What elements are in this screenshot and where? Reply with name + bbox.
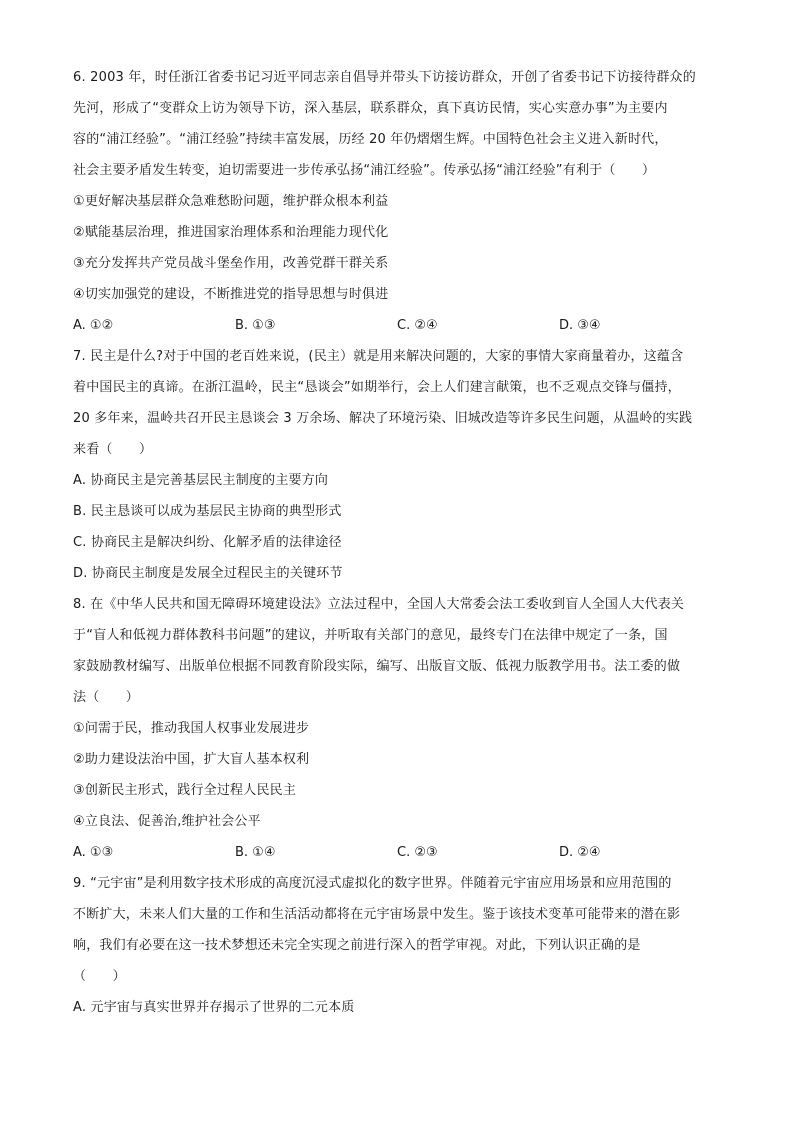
choice-a[interactable]: A. ①③ bbox=[73, 845, 114, 860]
choice-c[interactable]: C. ②④ bbox=[397, 318, 438, 333]
question-8-stem-line: 于“盲人和低视力群体教科书问题”的建议，并听取有关部门的意见，最终专门在法律中规定了一条，国 bbox=[73, 628, 668, 643]
question-8 bbox=[73, 589, 723, 868]
question-6-item: ③充分发挥共产党员战斗堡垒作用，改善党群干群关系 bbox=[73, 256, 389, 271]
question-8-item: ②助力建设法治中国，扩大盲人基本权利 bbox=[73, 752, 310, 767]
question-9-stem-line: （ ） bbox=[73, 969, 126, 984]
question-9 bbox=[73, 868, 723, 1023]
question-6-stem-line: 先河，形成了“变群众上访为领导下访，深入基层，联系群众，真下真访民情，实心实意办事”为主要内 bbox=[73, 101, 668, 116]
question-6-item: ①更好解决基层群众急难愁盼问题，维护群众根本利益 bbox=[73, 194, 389, 209]
choice-b[interactable]: B. ①④ bbox=[235, 845, 276, 860]
question-9-stem-line: 9. “元宇宙”是利用数字技术形成的高度沉浸式虚拟化的数字世界。伴随着元宇宙应用场景和应用范围的 bbox=[73, 876, 672, 891]
choice-b[interactable]: B. 民主恳谈可以成为基层民主协商的典型形式 bbox=[73, 504, 342, 519]
question-6-choices bbox=[73, 310, 723, 341]
choice-c[interactable]: C. 协商民主是解决纠纷、化解矛盾的法律途径 bbox=[73, 535, 342, 550]
question-8-choices bbox=[73, 837, 723, 868]
question-9-stem-line: 不断扩大，未来人们大量的工作和生活活动都将在元宇宙场景中发生。鉴于该技术变革可能带来的潜在影 bbox=[73, 907, 681, 922]
question-7-stem-line: 7. 民主是什么?对于中国的老百姓来说，(民主）就是用来解决问题的，大家的事情大家商量着办，这蕴含 bbox=[73, 349, 684, 364]
question-9-stem-line: 响，我们有必要在这一技术梦想还未完全实现之前进行深入的哲学审视。对此，下列认识正确的是 bbox=[73, 938, 641, 953]
choice-b[interactable]: B. ①③ bbox=[235, 318, 276, 333]
choice-a[interactable]: A. 元宇宙与真实世界并存揭示了世界的二元本质 bbox=[73, 1000, 355, 1015]
choice-d[interactable]: D. 协商民主制度是发展全过程民主的关键环节 bbox=[73, 566, 343, 581]
question-7 bbox=[73, 341, 723, 589]
question-8-item: ④立良法、促善治,维护社会公平 bbox=[73, 814, 261, 829]
choice-a[interactable]: A. ①② bbox=[73, 318, 114, 333]
choice-a[interactable]: A. 协商民主是完善基层民主制度的主要方向 bbox=[73, 473, 329, 488]
question-6-item: ④切实加强党的建设，不断推进党的指导思想与时俱进 bbox=[73, 287, 389, 302]
question-7-stem-line: 来看（ ） bbox=[73, 442, 153, 457]
question-7-stem-line: 20 多年来，温岭共召开民主恳谈会 3 万余场、解决了环境污染、旧城改造等许多民生问题，从温岭的实践 bbox=[73, 411, 693, 426]
question-list bbox=[73, 62, 723, 1023]
question-8-item: ③创新民主形式，践行全过程人民民主 bbox=[73, 783, 297, 798]
question-6-stem-line: 社会主要矛盾发生转变，迫切需要进一步传承弘扬“浦江经验”。传承弘扬“浦江经验”有利于（ ） bbox=[73, 163, 656, 178]
question-7-stem-line: 着中国民主的真谛。在浙江温岭，民主“恳谈会”如期举行，会上人们建言献策，也不乏观点交锋与僵持， bbox=[73, 380, 681, 395]
question-8-stem-line: 法（ ） bbox=[73, 690, 140, 705]
choice-d[interactable]: D. ③④ bbox=[559, 318, 601, 333]
question-6-item: ②赋能基层治理，推进国家治理体系和治理能力现代化 bbox=[73, 225, 389, 240]
question-8-stem-line: 家鼓励教材编写、出版单位根据不同教育阶段实际，编写、出版盲文版、低视力版教学用书。法工委的做 bbox=[73, 659, 681, 674]
question-6 bbox=[73, 62, 723, 341]
question-8-item: ①问需于民，推动我国人权事业发展进步 bbox=[73, 721, 310, 736]
question-6-stem-line: 容的“浦江经验”。“浦江经验”持续丰富发展，历经 20 年仍熠熠生辉。中国特色社会主义进入新时代， bbox=[73, 132, 668, 147]
question-6-stem-line: 6. 2003 年，时任浙江省委书记习近平同志亲自倡导并带头下访接访群众，开创了省委书记下访接待群众的 bbox=[73, 70, 696, 85]
question-8-stem-line: 8. 在《中华人民共和国无障碍环境建设法》立法过程中，全国人大常委会法工委收到盲人全国人大代表关 bbox=[73, 597, 685, 612]
choice-d[interactable]: D. ②④ bbox=[559, 845, 601, 860]
choice-c[interactable]: C. ②③ bbox=[397, 845, 438, 860]
